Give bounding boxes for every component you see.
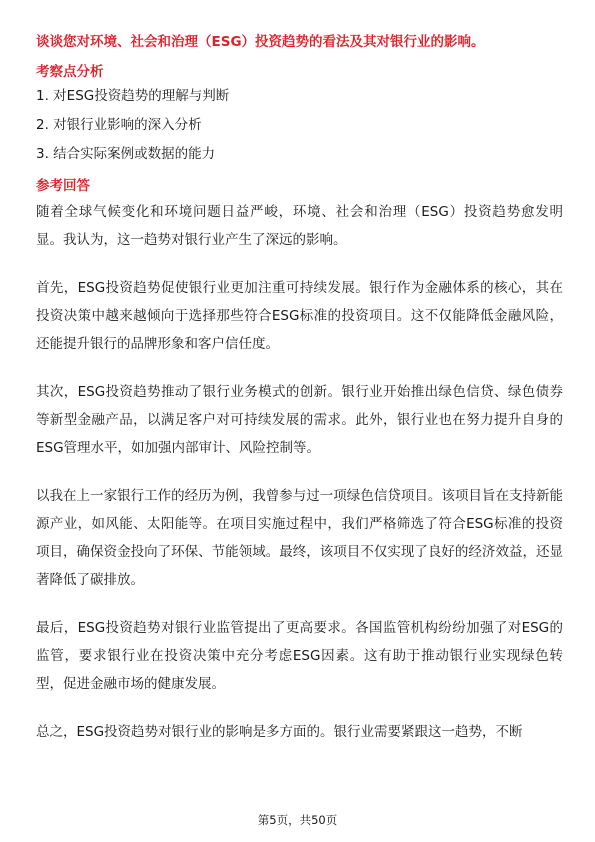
analysis-item: 3. 结合实际案例或数据的能力 <box>36 146 216 162</box>
answer-paragraph: 总之，ESG投资趋势对银行业的影响是多方面的。银行业需要紧跟这一趋势，不断 <box>36 724 523 740</box>
page-number: 第5页，共50页 <box>257 813 338 827</box>
analysis-item: 1. 对ESG投资趋势的理解与判断 <box>36 88 230 104</box>
answer-paragraph: 最后，ESG投资趋势对银行业监管提出了更高要求。各国监管机构纷纷加强了对ESG的监管，要求银行业在投资决策中充分考虑ESG因素。这有助于推动银行业实现绿色转型，促进金融市场的健康发展。 <box>36 620 563 692</box>
analysis-list <box>36 86 563 164</box>
analysis-item: 2. 对银行业影响的深入分析 <box>36 117 202 133</box>
analysis-title: 考察点分析 <box>36 64 104 80</box>
answer-title: 参考回答 <box>36 178 90 194</box>
answer-paragraph: 首先，ESG投资趋势促使银行业更加注重可持续发展。银行作为金融体系的核心，其在投资决策中越来越倾向于选择那些符合ESG标准的投资项目。这不仅能降低金融风险，还能提升银行的品牌形象和客户信任度。 <box>36 280 563 352</box>
question-heading: 谈谈您对环境、社会和治理（ESG）投资趋势的看法及其对银行业的影响。 <box>36 34 485 50</box>
page-content <box>36 32 563 766</box>
answer-paragraph: 随着全球气候变化和环境问题日益严峻，环境、社会和治理（ESG）投资趋势愈发明显。我认为，这一趋势对银行业产生了深远的影响。 <box>36 204 563 248</box>
answer-paragraph: 以我在上一家银行工作的经历为例，我曾参与过一项绿色信贷项目。该项目旨在支持新能源产业，如风能、太阳能等。在项目实施过程中，我们严格筛选了符合ESG标准的投资项目，确保资金投向了环保、节能领域。最终，该项目不仅实现了良好的经济效益，还显著降低了碳排放。 <box>36 488 563 588</box>
answer-paragraph: 其次，ESG投资趋势推动了银行业务模式的创新。银行业开始推出绿色信贷、绿色债券等新型金融产品，以满足客户对可持续发展的需求。此外，银行业也在努力提升自身的ESG管理水平，如加强内部审计、风险控制等。 <box>36 384 563 456</box>
